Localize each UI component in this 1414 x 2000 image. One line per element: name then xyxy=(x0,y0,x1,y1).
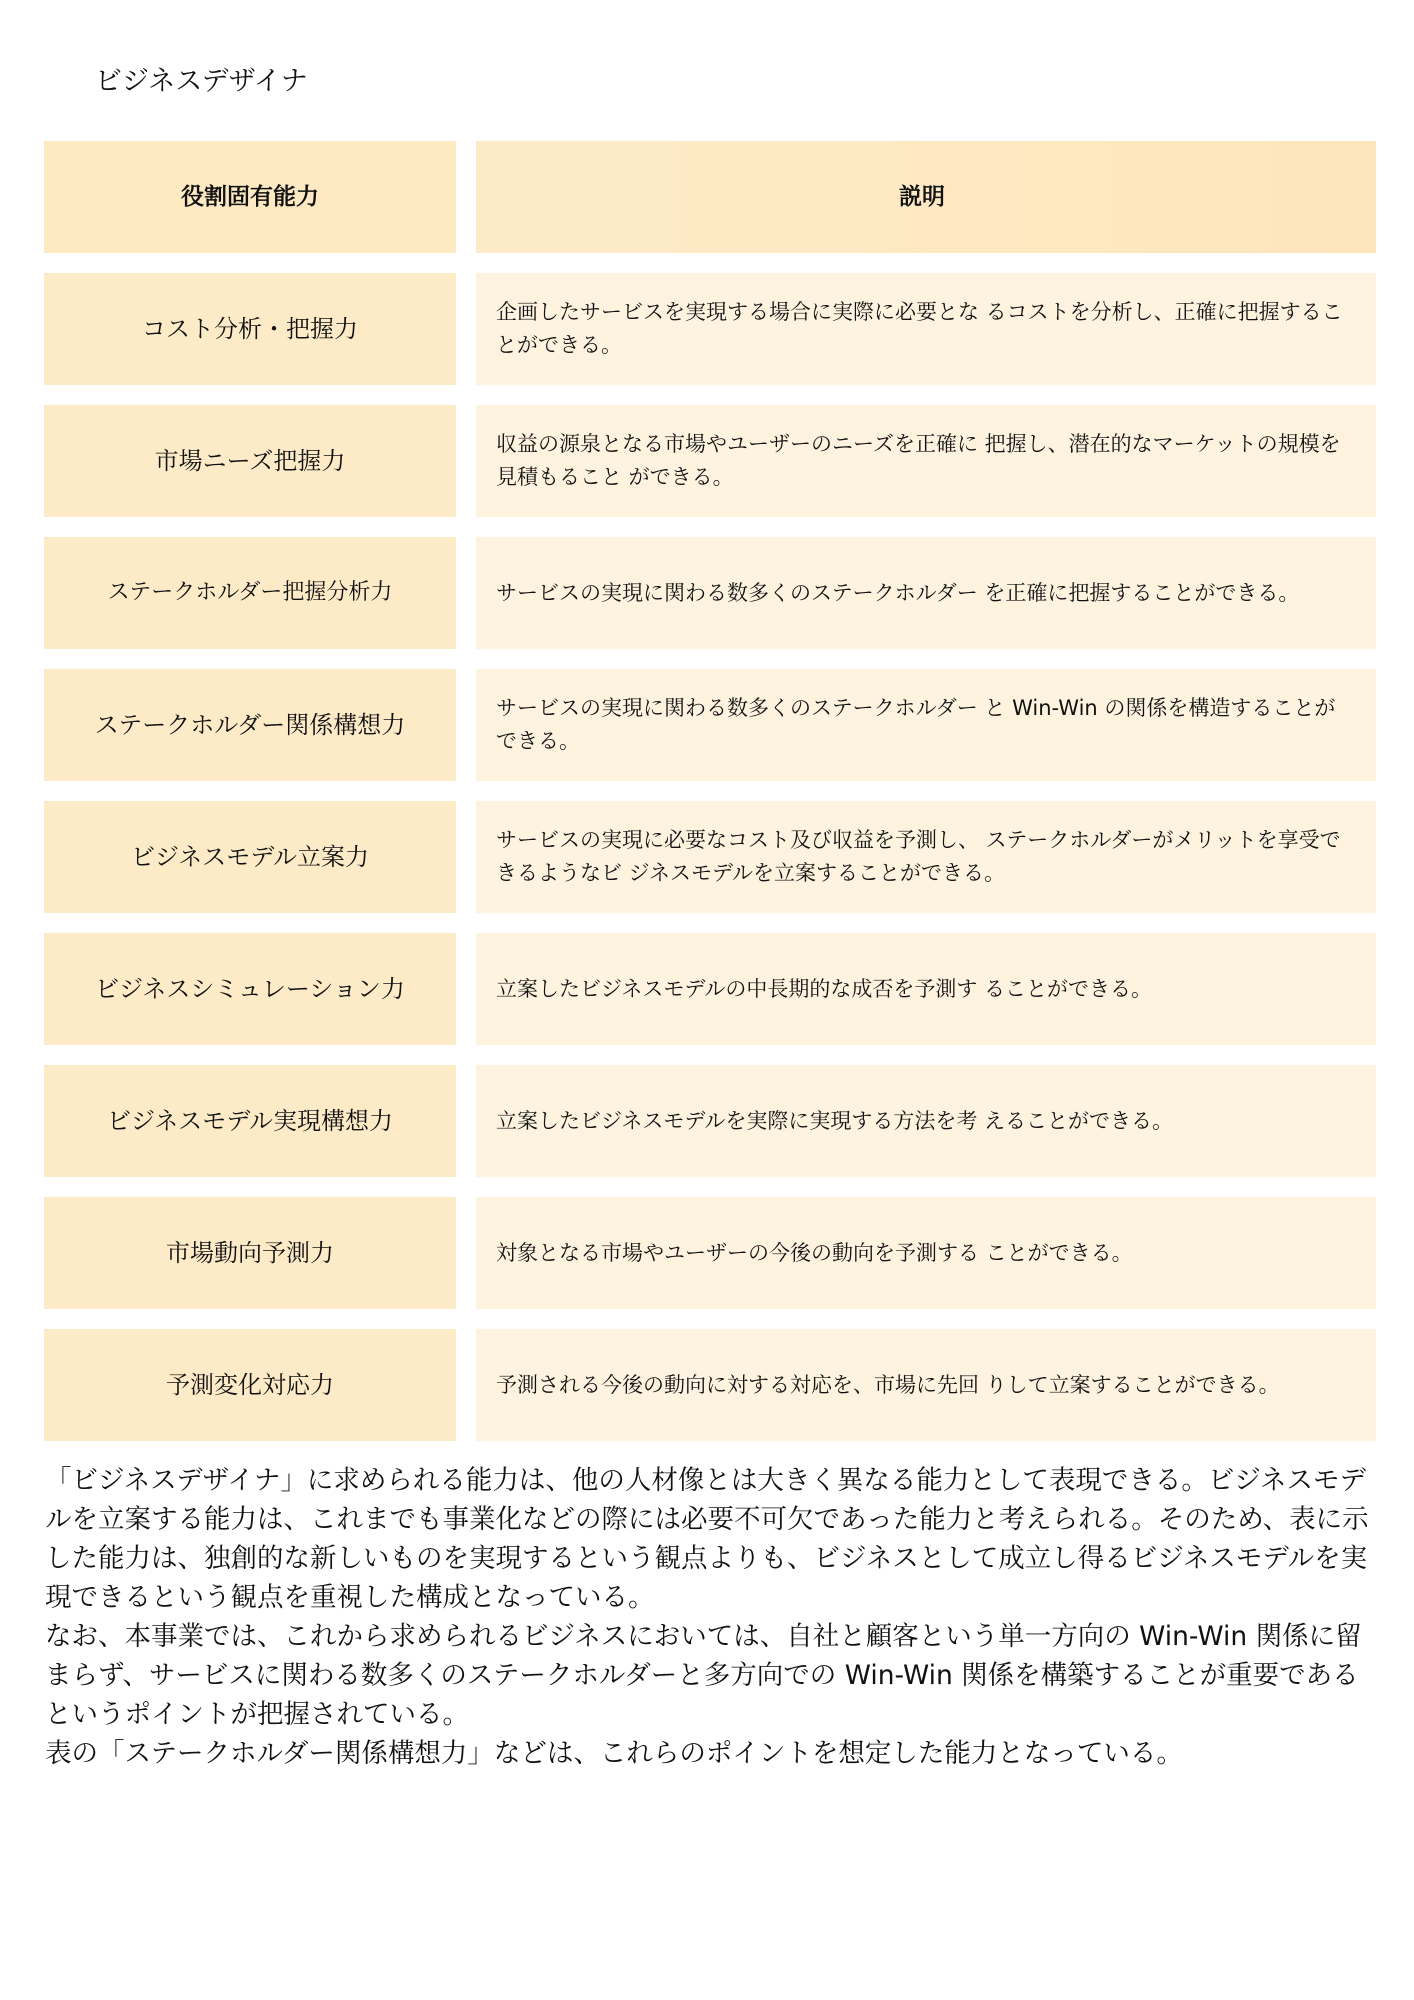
competency-description: 立案したビジネスモデルの中長期的な成否を予測す ることができる。 xyxy=(476,933,1376,1045)
table-row xyxy=(44,537,1376,649)
body-text xyxy=(45,1461,1380,1773)
competency-description: 企画したサービスを実現する場合に実際に必要とな るコストを分析し、正確に把握することができる。 xyxy=(476,273,1376,385)
table-header-description: 説明 xyxy=(476,141,1376,253)
competency-name: ビジネスシミュレーション力 xyxy=(44,933,456,1045)
paragraph: なお、本事業では、これから求められるビジネスにおいては、自社と顧客という単一方向の Win-Win 関係に留まらず、サービスに関わる数多くのステークホルダーと多方向での Win-Win 関係を構築することが重要であるというポイントが把握されている。 xyxy=(45,1621,1362,1730)
competency-description: 予測される今後の動向に対する対応を、市場に先回 りして立案することができる。 xyxy=(476,1329,1376,1441)
table-row xyxy=(44,933,1376,1045)
competency-name: ステークホルダー把握分析力 xyxy=(44,537,456,649)
competency-name: ビジネスモデル実現構想力 xyxy=(44,1065,456,1177)
competency-name: 市場動向予測力 xyxy=(44,1197,456,1309)
table-row xyxy=(44,273,1376,385)
table-row xyxy=(44,801,1376,913)
competency-description: 対象となる市場やユーザーの今後の動向を予測する ことができる。 xyxy=(476,1197,1376,1309)
page-title: ビジネスデザイナ xyxy=(95,66,308,97)
competency-name: 市場ニーズ把握力 xyxy=(44,405,456,517)
competency-name: 予測変化対応力 xyxy=(44,1329,456,1441)
competency-name: コスト分析・把握力 xyxy=(44,273,456,385)
competency-name: ステークホルダー関係構想力 xyxy=(44,669,456,781)
competency-description: サービスの実現に関わる数多くのステークホルダー と Win-Win の関係を構造することができる。 xyxy=(476,669,1376,781)
table-header-competency: 役割固有能力 xyxy=(44,141,456,253)
competency-name: ビジネスモデル立案力 xyxy=(44,801,456,913)
table-row xyxy=(44,669,1376,781)
competency-description: 収益の源泉となる市場やユーザーのニーズを正確に 把握し、潜在的なマーケットの規模を見積もること ができる。 xyxy=(476,405,1376,517)
competency-description: 立案したビジネスモデルを実際に実現する方法を考 えることができる。 xyxy=(476,1065,1376,1177)
table-row xyxy=(44,1329,1376,1441)
competency-description: サービスの実現に関わる数多くのステークホルダー を正確に把握することができる。 xyxy=(476,537,1376,649)
competency-description: サービスの実現に必要なコスト及び収益を予測し、 ステークホルダーがメリットを享受できるようなビ ジネスモデルを立案することができる。 xyxy=(476,801,1376,913)
table-row xyxy=(44,1197,1376,1309)
table-row xyxy=(44,1065,1376,1177)
table-row xyxy=(44,405,1376,517)
paragraph: 表の「ステークホルダー関係構想力」などは、これらのポイントを想定した能力となっている。 xyxy=(45,1738,1183,1769)
table-header-row xyxy=(44,141,1376,253)
competency-table xyxy=(44,141,1376,1461)
paragraph: 「ビジネスデザイナ」に求められる能力は、他の人材像とは大きく異なる能力として表現できる。ビジネスモデルを立案する能力は、これまでも事業化などの際には必要不可欠であった能力と考えられる。そのため、表に示した能力は、独創的な新しいものを実現するという観点よりも、ビジネスとして成立し得るビジネスモデルを実現できるという観点を重視した構成となっている。 xyxy=(45,1465,1369,1613)
